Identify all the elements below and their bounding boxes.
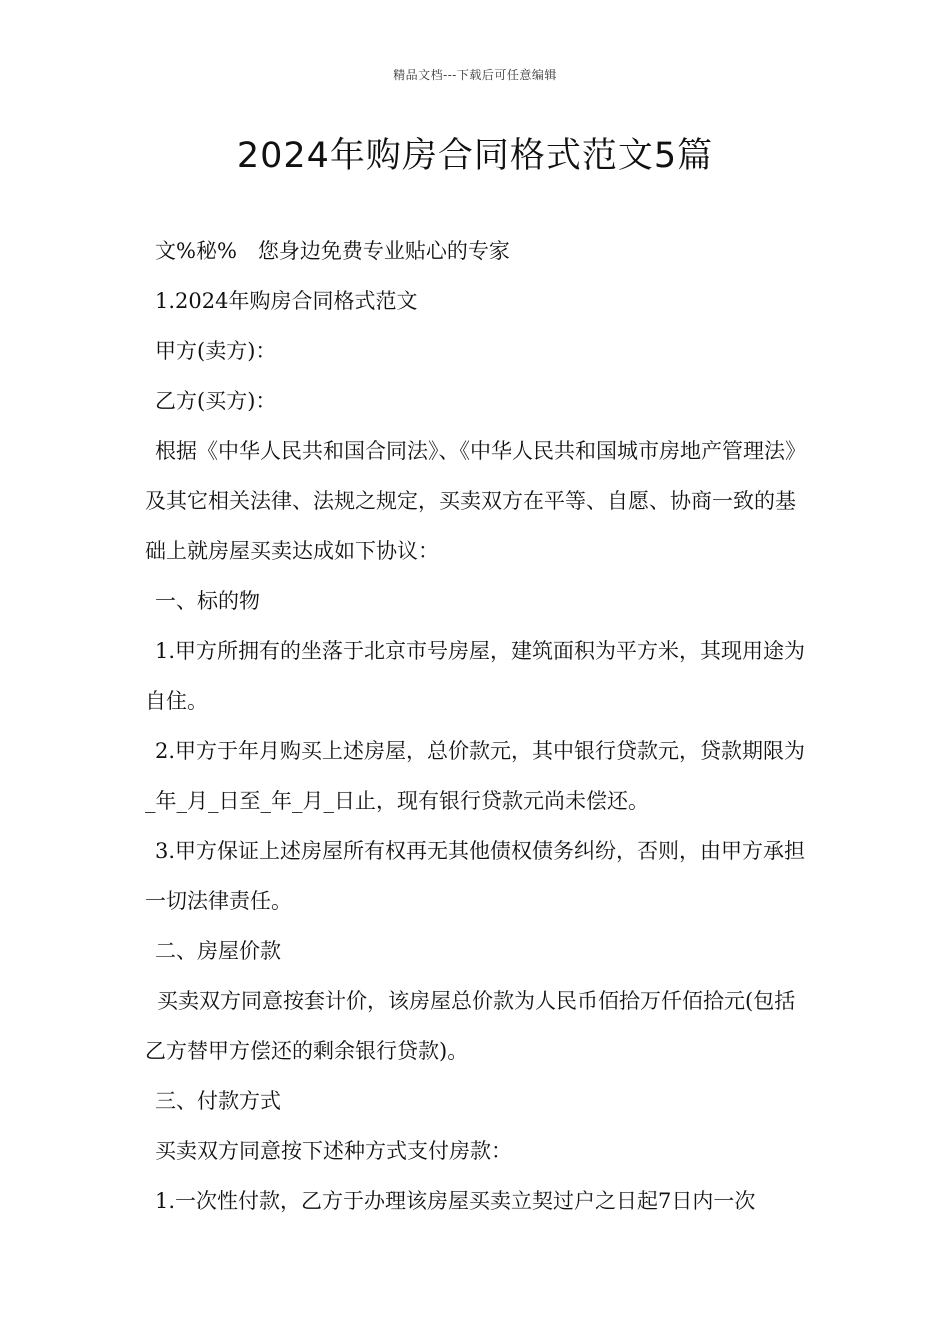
document-title: 2024年购房合同格式范文5篇 — [236, 136, 714, 176]
document-body — [145, 226, 810, 1226]
paragraph-preamble: 根据《中华人民共和国合同法》、《中华人民共和国城市房地产管理法》及其它相关法律、法规之规定，买卖双方在平等、自愿、协商一致的基础上就房屋买卖达成如下协议： — [145, 439, 806, 563]
paragraph-payment-intro: 买卖双方同意按下述种方式支付房款： — [155, 1139, 512, 1163]
paragraph-heading-price: 二、房屋价款 — [155, 939, 281, 963]
paragraph-party-b: 乙方(买方)： — [155, 389, 277, 413]
paragraph-heading-payment: 三、付款方式 — [155, 1089, 281, 1113]
header-note: 精品文档---下载后可任意编辑 — [393, 68, 557, 82]
paragraph-clause-3-1: 1.一次性付款，乙方于办理该房屋买卖立契过户之日起7日内一次 — [155, 1189, 756, 1213]
paragraph-clause-2: 买卖双方同意按套计价，该房屋总价款为人民币佰拾万仟佰拾元(包括乙方替甲方偿还的剩余银行贷款)。 — [145, 989, 796, 1063]
paragraph-section-heading: 1.2024年购房合同格式范文 — [155, 289, 418, 313]
paragraph-heading-subject: 一、标的物 — [155, 589, 260, 613]
paragraph-party-a: 甲方(卖方)： — [155, 339, 277, 363]
paragraph-clause-1-1: 1.甲方所拥有的坐落于北京市号房屋，建筑面积为平方米，其现用途为自住。 — [145, 639, 806, 713]
paragraph-clause-1-2: 2.甲方于年月购买上述房屋，总价款元，其中银行贷款元，贷款期限为_年_月_日至_年_月_日止，现有银行贷款元尚未偿还。 — [145, 739, 806, 813]
paragraph-tagline: 文%秘% 您身边免费专业贴心的专家 — [155, 239, 510, 263]
paragraph-clause-1-3: 3.甲方保证上述房屋所有权再无其他债权债务纠纷，否则，由甲方承担一切法律责任。 — [145, 839, 806, 913]
